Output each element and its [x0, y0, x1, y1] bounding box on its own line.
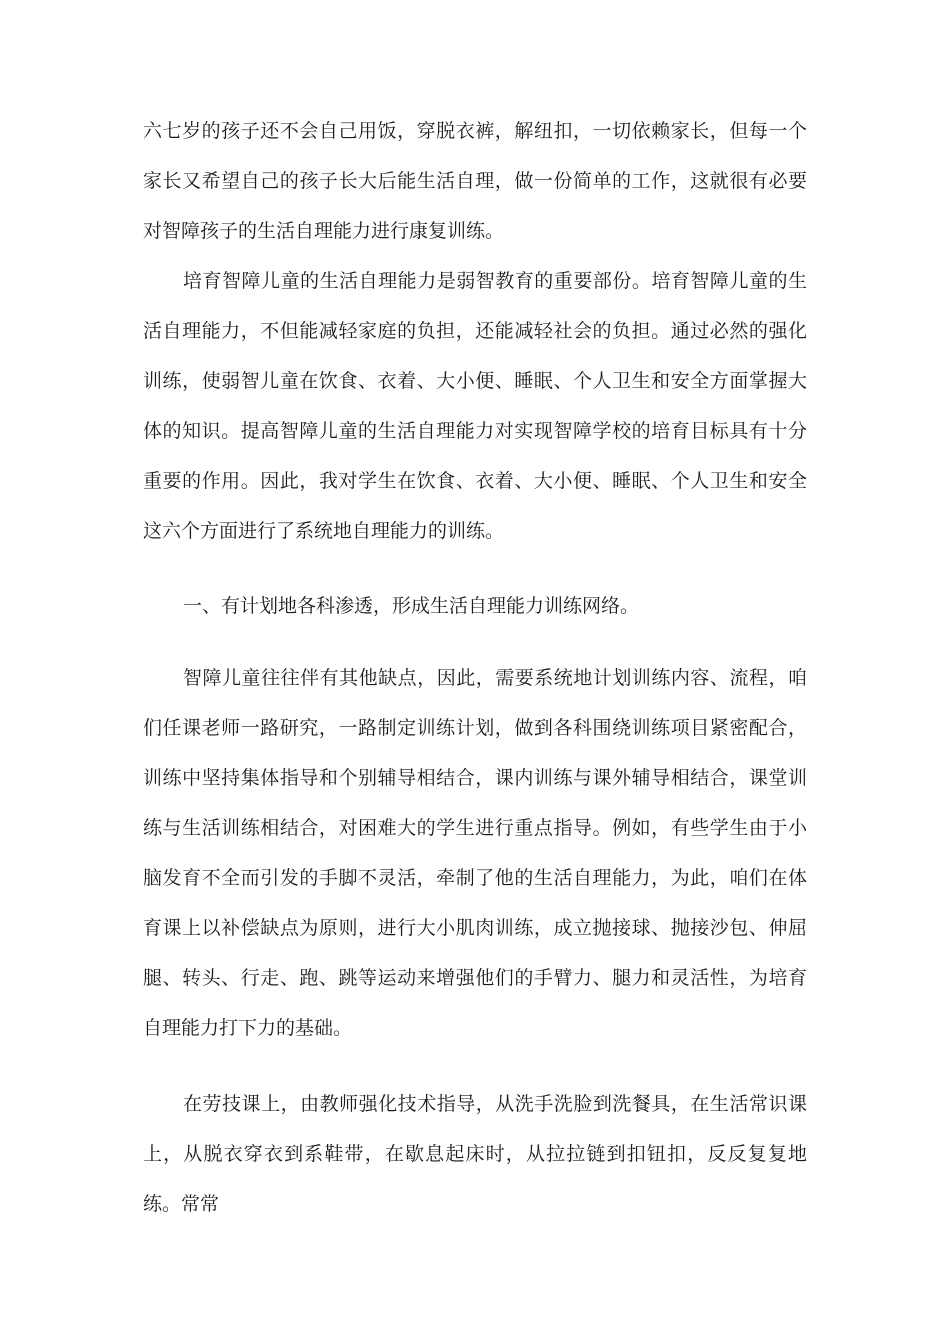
paragraph-text: 智障儿童往往伴有其他缺点，因此，需要系统地计划训练内容、流程，咱们任课老师一路研究，一路制定训练计划，做到各科围绕训练项目紧密配合，训练中坚持集体指导和个别辅导相结合，课内训练与课外辅导相结合，课堂训练与生活训练相结合，对困难大的学生进行重点指导。例如，有些学生由于小脑发育不全而引发的手脚不灵活，牵制了他的生活自理能力，为此，咱们在体育课上以补偿缺点为原则，进行大小肌肉训练，成立抛接球、抛接沙包、伸屈腿、转头、行走、跑、跳等运动来增强他们的手臂力、腿力和灵活性，为培育自理能力打下力的基础。 [143, 667, 807, 1039]
section-heading-1 [143, 581, 807, 631]
paragraph-section-1-body [143, 653, 807, 1053]
paragraph-text: 六七岁的孩子还不会自己用饭，穿脱衣裤，解纽扣，一切依赖家长，但每一个家长又希望自己的孩子长大后能生活自理，做一份简单的工作，这就很有必要对智障孩子的生活自理能力进行康复训练。 [143, 120, 807, 242]
paragraph-labor-class [143, 1079, 807, 1229]
paragraph-importance [143, 256, 807, 556]
paragraph-text: 培育智障儿童的生活自理能力是弱智教育的重要部份。培育智障儿童的生活自理能力，不但能减轻家庭的负担，还能减轻社会的负担。通过必然的强化训练，使弱智儿童在饮食、衣着、大小便、睡眠、个人卫生和安全方面掌握大体的知识。提高智障儿童的生活自理能力对实现智障学校的培育目标具有十分重要的作用。因此，我对学生在饮食、衣着、大小便、睡眠、个人卫生和安全这六个方面进行了系统地自理能力的训练。 [143, 270, 807, 542]
paragraph-text: 在劳技课上，由教师强化技术指导，从洗手洗脸到洗餐具，在生活常识课上，从脱衣穿衣到系鞋带，在歇息起床时，从拉拉链到扣钮扣，反反复复地练。常常 [143, 1093, 807, 1215]
heading-text: 一、有计划地各科渗透，形成生活自理能力训练网络。 [183, 595, 640, 617]
paragraph-intro [143, 106, 807, 256]
